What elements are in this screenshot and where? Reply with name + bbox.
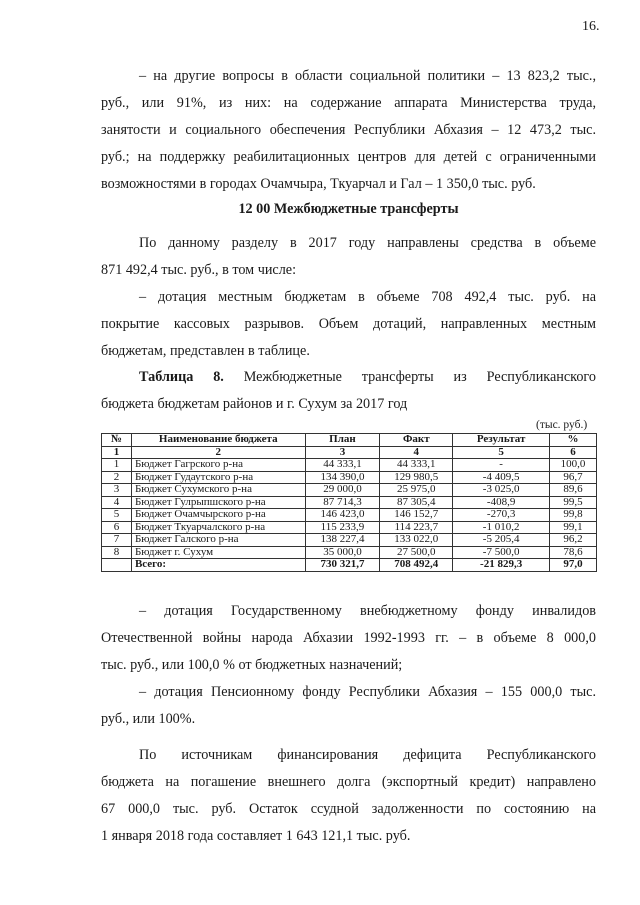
total-fact: 708 492,4 [380,559,453,572]
total-number [102,559,132,572]
text-line: – дотация Государственному внебюджетному фонду инвалидов [139,603,596,619]
column-number-cell: 4 [380,446,453,459]
total-result: -21 829,3 [453,559,550,572]
fact-value: 146 152,7 [380,509,453,522]
text-line: руб., или 91%, из них: на содержание аппарата Министерства труда, [101,95,596,111]
plan-value: 115 233,9 [305,521,380,534]
text-line: бюджетам, представлен в таблице. [101,343,310,359]
budget-name: Бюджет Гудаутского р-на [131,471,305,484]
result-value: -270,3 [453,509,550,522]
table-row [102,521,597,534]
table-header-row [102,434,597,447]
row-number: 4 [102,496,132,509]
header-cell: Факт [380,434,453,447]
column-number-cell: 3 [305,446,380,459]
total-plan: 730 321,7 [305,559,380,572]
percent-value: 89,6 [550,484,597,497]
total-percent: 97,0 [550,559,597,572]
text-line: руб., или 100%. [101,711,196,727]
result-value: -3 025,0 [453,484,550,497]
result-value: -5 205,4 [453,534,550,547]
page-number: 16. [582,19,600,34]
text-line: 871 492,4 тыс. руб., в том числе: [101,262,297,278]
budget-name: Бюджет Очамчырского р-на [131,509,305,522]
percent-value: 78,6 [550,546,597,559]
caption-text: Межбюджетные трансферты из Республиканского [243,369,596,385]
text-line: покрытие кассовых разрывов. Объем дотаций, направленных местным [101,316,596,332]
column-number-cell: 1 [102,446,132,459]
row-number: 8 [102,546,132,559]
fact-value: 25 975,0 [380,484,453,497]
plan-value: 44 333,1 [305,459,380,472]
text-line: По данному разделу в 2017 году направлены средства в объеме [139,235,596,251]
text-line: бюджета бюджетам районов и г. Сухум за 2017 год [101,396,408,412]
budget-name: Бюджет Галского р-на [131,534,305,547]
result-value: -1 010,2 [453,521,550,534]
row-number: 6 [102,521,132,534]
text-line: возможностями в городах Очамчыра, Ткуарчал и Гал – 1 350,0 тыс. руб. [101,176,536,192]
column-number-row [102,446,597,459]
percent-value: 96,7 [550,471,597,484]
row-number: 1 [102,459,132,472]
budget-name: Бюджет Ткуарчалского р-на [131,521,305,534]
paragraph-local-dotation [101,284,596,365]
column-number-cell: 2 [131,446,305,459]
result-value: -4 409,5 [453,471,550,484]
table-total-row [102,559,597,572]
row-number: 3 [102,484,132,497]
result-value: - [453,459,550,472]
text-line: – дотация местным бюджетам в объеме 708 492,4 тыс. руб. на [139,289,596,305]
table-row [102,534,597,547]
result-value: -408,9 [453,496,550,509]
plan-value: 146 423,0 [305,509,380,522]
text-line: – на другие вопросы в области социальной политики – 13 823,2 тыс., [139,68,596,84]
table-unit: (тыс. руб.) [536,419,588,431]
percent-value: 99,1 [550,521,597,534]
text-line: – дотация Пенсионному фонду Республики Абхазия – 155 000,0 тыс. [139,684,596,700]
paragraph-section-total [101,230,596,284]
table-row [102,459,597,472]
paragraph-social-policy [101,63,596,198]
percent-value: 99,8 [550,509,597,522]
header-cell: % [550,434,597,447]
row-number: 5 [102,509,132,522]
table-label: Таблица 8. [139,369,224,385]
text-line: руб.; на поддержку реабилитационных центров для детей с ограниченными [101,149,596,165]
fact-value: 114 223,7 [380,521,453,534]
text-line: Отечественной войны народа Абхазии 1992-1993 гг. – в объеме 8 000,0 [101,630,596,646]
table-row [102,496,597,509]
text-line: 1 января 2018 года составляет 1 643 121,1 тыс. руб. [101,828,411,844]
header-cell: Результат [453,434,550,447]
section-heading: 12 00 Межбюджетные трансферты [238,201,459,217]
text-line: тыс. руб., или 100,0 % от бюджетных назначений; [101,657,403,673]
budget-name: Бюджет Сухумского р-на [131,484,305,497]
column-number-cell: 5 [453,446,550,459]
text-line: По источникам финансирования дефицита Республиканского [139,747,596,763]
table-caption [101,364,596,418]
text-line: 67 000,0 тыс. руб. Остаток ссудной задолженности по состоянию на [101,801,596,817]
total-label: Всего: [131,559,305,572]
column-number-cell: 6 [550,446,597,459]
paragraph-debt [101,742,596,850]
percent-value: 100,0 [550,459,597,472]
percent-value: 99,5 [550,496,597,509]
plan-value: 134 390,0 [305,471,380,484]
fact-value: 133 022,0 [380,534,453,547]
fact-value: 129 980,5 [380,471,453,484]
plan-value: 29 000,0 [305,484,380,497]
paragraph-pension-fund [101,679,596,733]
row-number: 2 [102,471,132,484]
table-row [102,471,597,484]
budget-name: Бюджет г. Сухум [131,546,305,559]
fact-value: 44 333,1 [380,459,453,472]
plan-value: 87 714,3 [305,496,380,509]
header-cell: Наименование бюджета [131,434,305,447]
result-value: -7 500,0 [453,546,550,559]
header-cell: № [102,434,132,447]
fact-value: 27 500,0 [380,546,453,559]
text-line [101,364,596,391]
plan-value: 35 000,0 [305,546,380,559]
budget-name: Бюджет Гагрского р-на [131,459,305,472]
plan-value: 138 227,4 [305,534,380,547]
paragraph-invalids-fund [101,598,596,679]
percent-value: 96,2 [550,534,597,547]
table-row [102,484,597,497]
budget-name: Бюджет Гулрыпшского р-на [131,496,305,509]
header-cell: План [305,434,380,447]
table-row [102,509,597,522]
row-number: 7 [102,534,132,547]
text-line: бюджета на погашение внешнего долга (экспортный кредит) направлено [101,774,596,790]
transfers-table [101,433,597,572]
fact-value: 87 305,4 [380,496,453,509]
text-line: занятости и социального обеспечения Республики Абхазия – 12 473,2 тыс. [101,122,596,138]
table-row [102,546,597,559]
